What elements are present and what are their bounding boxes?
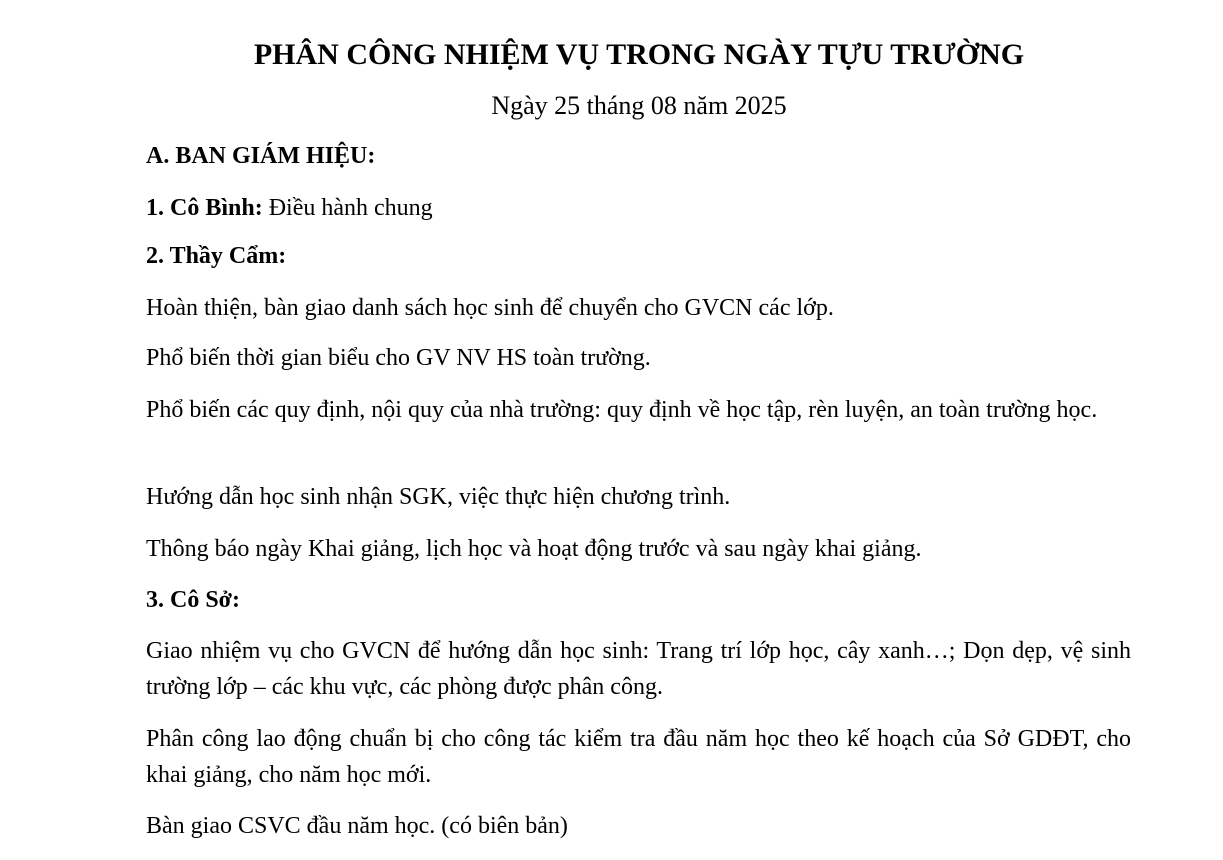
section-a-heading: A. BAN GIÁM HIỆU: <box>146 143 376 169</box>
document-date: Ngày 25 tháng 08 năm 2025 <box>491 91 787 120</box>
item-3-paragraph-3: Bàn giao CSVC đầu năm học. (có biên bản) <box>146 813 568 839</box>
document-title: PHÂN CÔNG NHIỆM VỤ TRONG NGÀY TỰU TRƯỜNG <box>253 38 1025 71</box>
item-1-paragraph <box>146 190 1131 226</box>
item-2-heading: 2. Thầy Cẩm: <box>146 243 287 269</box>
item-2-paragraph-4: Hướng dẫn học sinh nhận SGK, việc thực hiện chương trình. <box>146 484 731 510</box>
item-3-heading: 3. Cô Sở: <box>146 587 240 613</box>
item-3-paragraph-1: Giao nhiệm vụ cho GVCN để hướng dẫn học sinh: Trang trí lớp học, cây xanh…; Dọn dẹp, vệ sinh trường lớp – các khu vực, các phòng được phân công. <box>146 638 1131 700</box>
item-2-paragraph-1: Hoàn thiện, bàn giao danh sách học sinh để chuyển cho GVCN các lớp. <box>146 295 834 321</box>
item-2-paragraph-5: Thông báo ngày Khai giảng, lịch học và hoạt động trước và sau ngày khai giảng. <box>146 536 922 562</box>
item-3-paragraph-2: Phân công lao động chuẩn bị cho công tác kiểm tra đầu năm học theo kế hoạch của Sở GDĐT, cho khai giảng, cho năm học mới. <box>146 726 1131 788</box>
item-2-paragraph-3: Phổ biến các quy định, nội quy của nhà trường: quy định về học tập, rèn luyện, an toàn trường học. <box>146 397 1098 423</box>
item-2-paragraph-2: Phổ biến thời gian biểu cho GV NV HS toàn trường. <box>146 345 651 371</box>
item-1-text: Điều hành chung <box>262 195 433 221</box>
item-1-label: 1. Cô Bình: <box>146 195 263 221</box>
